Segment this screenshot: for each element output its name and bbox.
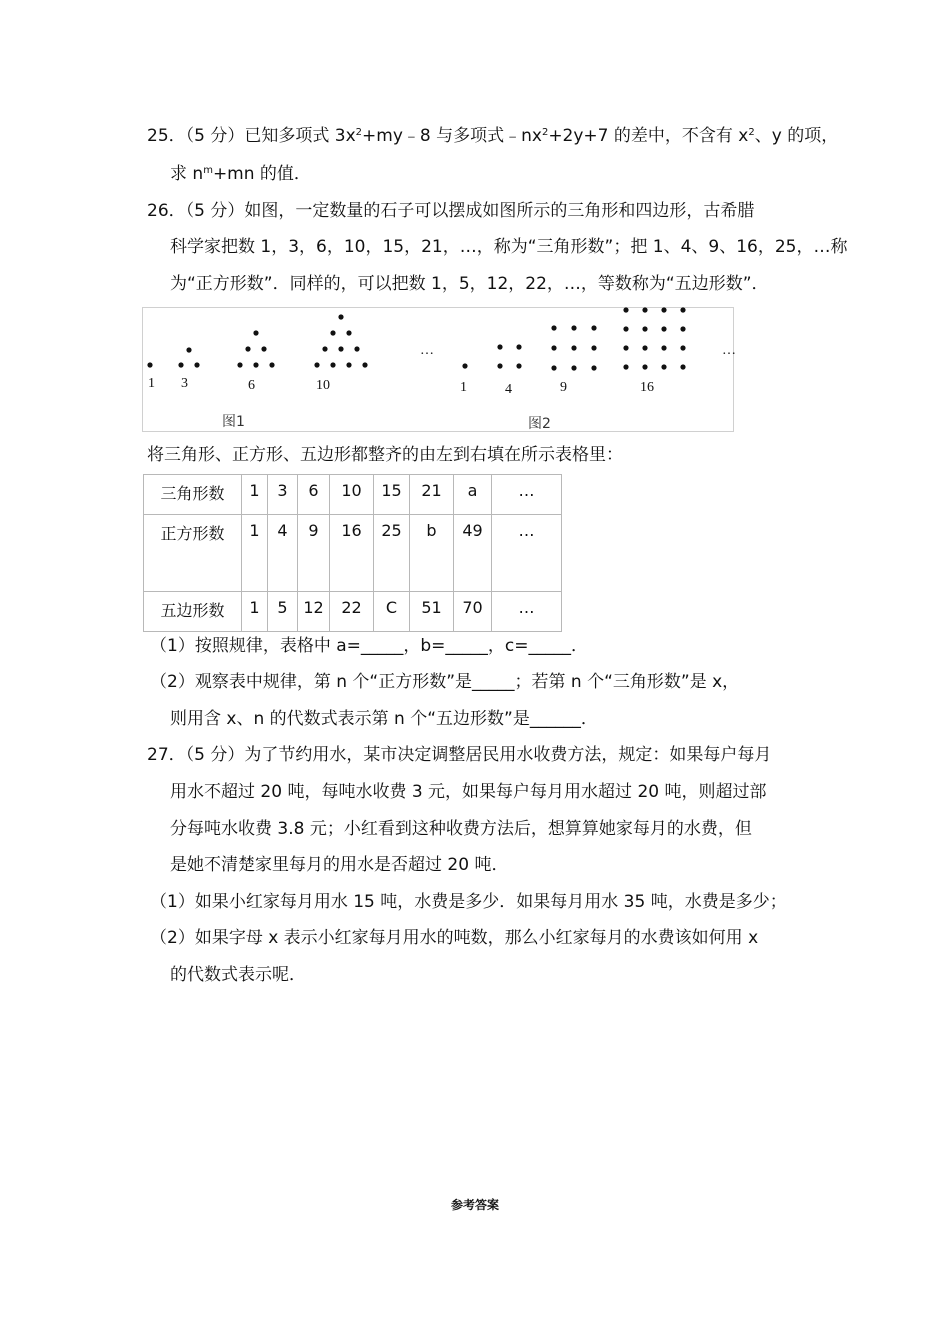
q26-part2-line1: （2）观察表中规律，第 n 个“正方形数”是_____；若第 n 个“三角形数”是 x， <box>150 672 740 692</box>
sq-16-dot <box>623 345 628 350</box>
sq-9-dot <box>591 365 596 370</box>
tri-3-dot <box>178 362 183 367</box>
table-cell: 16 <box>330 515 374 592</box>
fig2-label-16: 16 <box>640 380 654 395</box>
fig1-label-10: 10 <box>316 378 330 393</box>
tri-3-dot <box>194 362 199 367</box>
table-row <box>144 475 562 515</box>
sq-16-dot <box>680 307 685 312</box>
table-cell: a <box>454 475 492 515</box>
sq-16-dot <box>680 364 685 369</box>
table-cell: C <box>374 592 410 632</box>
sq-9-dot <box>591 345 596 350</box>
tri-3-dot <box>186 347 191 352</box>
sq-16-dot <box>661 326 666 331</box>
sq-16-dot <box>661 307 666 312</box>
caption-fig2: 图2 <box>528 416 551 432</box>
sq-16-dot <box>661 364 666 369</box>
tri-10-dot <box>314 362 319 367</box>
sq-16-dot <box>642 326 647 331</box>
sq-9-dot <box>571 325 576 330</box>
tri-1-dot <box>147 362 152 367</box>
sq-4-dot <box>497 363 502 368</box>
table-cell: 10 <box>330 475 374 515</box>
tri-10-dot <box>330 330 335 335</box>
fig2-label-9: 9 <box>560 380 567 395</box>
sq-9-dot <box>571 345 576 350</box>
table-cell: 22 <box>330 592 374 632</box>
sq-16-dot <box>680 345 685 350</box>
sq-16-dot <box>642 307 647 312</box>
tri-10-dot <box>362 362 367 367</box>
sq-9-dot <box>551 345 556 350</box>
table-cell: 4 <box>268 515 298 592</box>
q27-part2-line2: 的代数式表示呢． <box>170 965 306 985</box>
q27-line1: 27．（5 分）为了节约用水，某市决定调整居民用水收费方法，规定：如果每户每月 <box>147 745 772 765</box>
table-cell: 15 <box>374 475 410 515</box>
fig1-label-1: 1 <box>148 376 155 391</box>
fig1-label-6: 6 <box>248 378 255 393</box>
q27-line2: 用水不超过 20 吨，每吨水收费 3 元，如果每户每月用水超过 20 吨，则超过部 <box>170 782 767 802</box>
caption-fig1: 图1 <box>222 414 245 430</box>
sq-9-dot <box>571 365 576 370</box>
q25-line1: 25．（5 分）已知多项式 $3x^2+my﹣8$ 与多项式$﹣nx^2+2y+7$ 的差中，不含有 $x^2$、y 的项， <box>147 126 839 146</box>
q27-part1: （1）如果小红家每月用水 15 吨，水费是多少．如果每月用水 35 吨，水费是多少； <box>150 892 787 912</box>
sq-16-dot <box>642 345 647 350</box>
sq-16-dot <box>623 364 628 369</box>
table-cell: 49 <box>454 515 492 592</box>
tri-10-dot <box>330 362 335 367</box>
q26-line1: 26．（5 分）如图，一定数量的石子可以摆成如图所示的三角形和四边形，古希腊 <box>147 201 755 221</box>
sq-4-dot <box>516 344 521 349</box>
q27-line4: 是她不清楚家里每月的用水是否超过 20 吨． <box>170 855 509 875</box>
table-row <box>144 592 562 632</box>
sq-1-dot <box>462 363 467 368</box>
q26-part2-line2: 则用含 x、n 的代数式表示第 n 个“五边形数”是______． <box>170 709 598 729</box>
q26-line3: 为“正方形数”．同样的，可以把数 1，5，12，22，…，等数称为“五边形数”． <box>170 274 769 294</box>
table-cell: 9 <box>298 515 330 592</box>
tri-6-dot <box>253 362 258 367</box>
tri-6-dot <box>261 346 266 351</box>
ellipsis-1: … <box>420 343 434 358</box>
sq-9-dot <box>551 325 556 330</box>
tri-10-dot <box>346 362 351 367</box>
sq-16-dot <box>642 364 647 369</box>
stone-figure <box>142 307 734 432</box>
table-cell: 1 <box>242 475 268 515</box>
table-cell: 正方形数 <box>144 515 242 592</box>
tri-10-dot <box>338 346 343 351</box>
tri-6-dot <box>245 346 250 351</box>
sq-9-dot <box>591 325 596 330</box>
table-cell: 五边形数 <box>144 592 242 632</box>
answer-heading: 参考答案 <box>450 1198 499 1212</box>
table-cell: b <box>410 515 454 592</box>
sq-4-dot <box>516 363 521 368</box>
sq-16-dot <box>680 326 685 331</box>
tri-10-dot <box>338 314 343 319</box>
fig2-label-4: 4 <box>505 382 512 397</box>
q26-part1: （1）按照规律，表格中 a=_____，b=_____，c=_____． <box>150 636 589 656</box>
number-table <box>143 474 562 632</box>
q25-line2: 求 $n^m+mn$ 的值． <box>170 164 311 184</box>
q27-part2-line1: （2）如果字母 x 表示小红家每月用水的吨数，那么小红家每月的水费该如何用 x <box>150 928 759 948</box>
table-row <box>144 515 562 592</box>
sq-16-dot <box>661 345 666 350</box>
tri-10-dot <box>346 330 351 335</box>
table-cell: 3 <box>268 475 298 515</box>
table-cell: 70 <box>454 592 492 632</box>
stone-figure-svg <box>142 307 734 432</box>
table-cell: 6 <box>298 475 330 515</box>
fig1-label-3: 3 <box>181 376 188 391</box>
table-cell: 51 <box>410 592 454 632</box>
sq-9-dot <box>551 365 556 370</box>
table-cell: 5 <box>268 592 298 632</box>
tri-6-dot <box>237 362 242 367</box>
sq-16-dot <box>623 326 628 331</box>
tri-6-dot <box>253 330 258 335</box>
fig2-label-1: 1 <box>460 380 467 395</box>
tri-10-dot <box>354 346 359 351</box>
q27-line3: 分每吨水收费 3.8 元；小红看到这种收费方法后，想算算她家每月的水费，但 <box>170 819 752 839</box>
tri-10-dot <box>322 346 327 351</box>
tri-6-dot <box>269 362 274 367</box>
table-cell: 三角形数 <box>144 475 242 515</box>
sq-4-dot <box>497 344 502 349</box>
table-cell: 1 <box>242 592 268 632</box>
ellipsis-2: … <box>722 343 736 358</box>
table-cell: 1 <box>242 515 268 592</box>
q26-line2: 科学家把数 1，3，6，10，15，21，…，称为“三角形数”；把 1、4、9、16，25，…称 <box>170 237 848 257</box>
q26-intro: 将三角形、正方形、五边形都整齐的由左到右填在所示表格里： <box>147 445 623 465</box>
sq-16-dot <box>623 307 628 312</box>
table-cell: 12 <box>298 592 330 632</box>
table-cell: 25 <box>374 515 410 592</box>
table-cell: … <box>492 515 562 592</box>
table-cell: … <box>492 475 562 515</box>
table-cell: … <box>492 592 562 632</box>
table-cell: 21 <box>410 475 454 515</box>
